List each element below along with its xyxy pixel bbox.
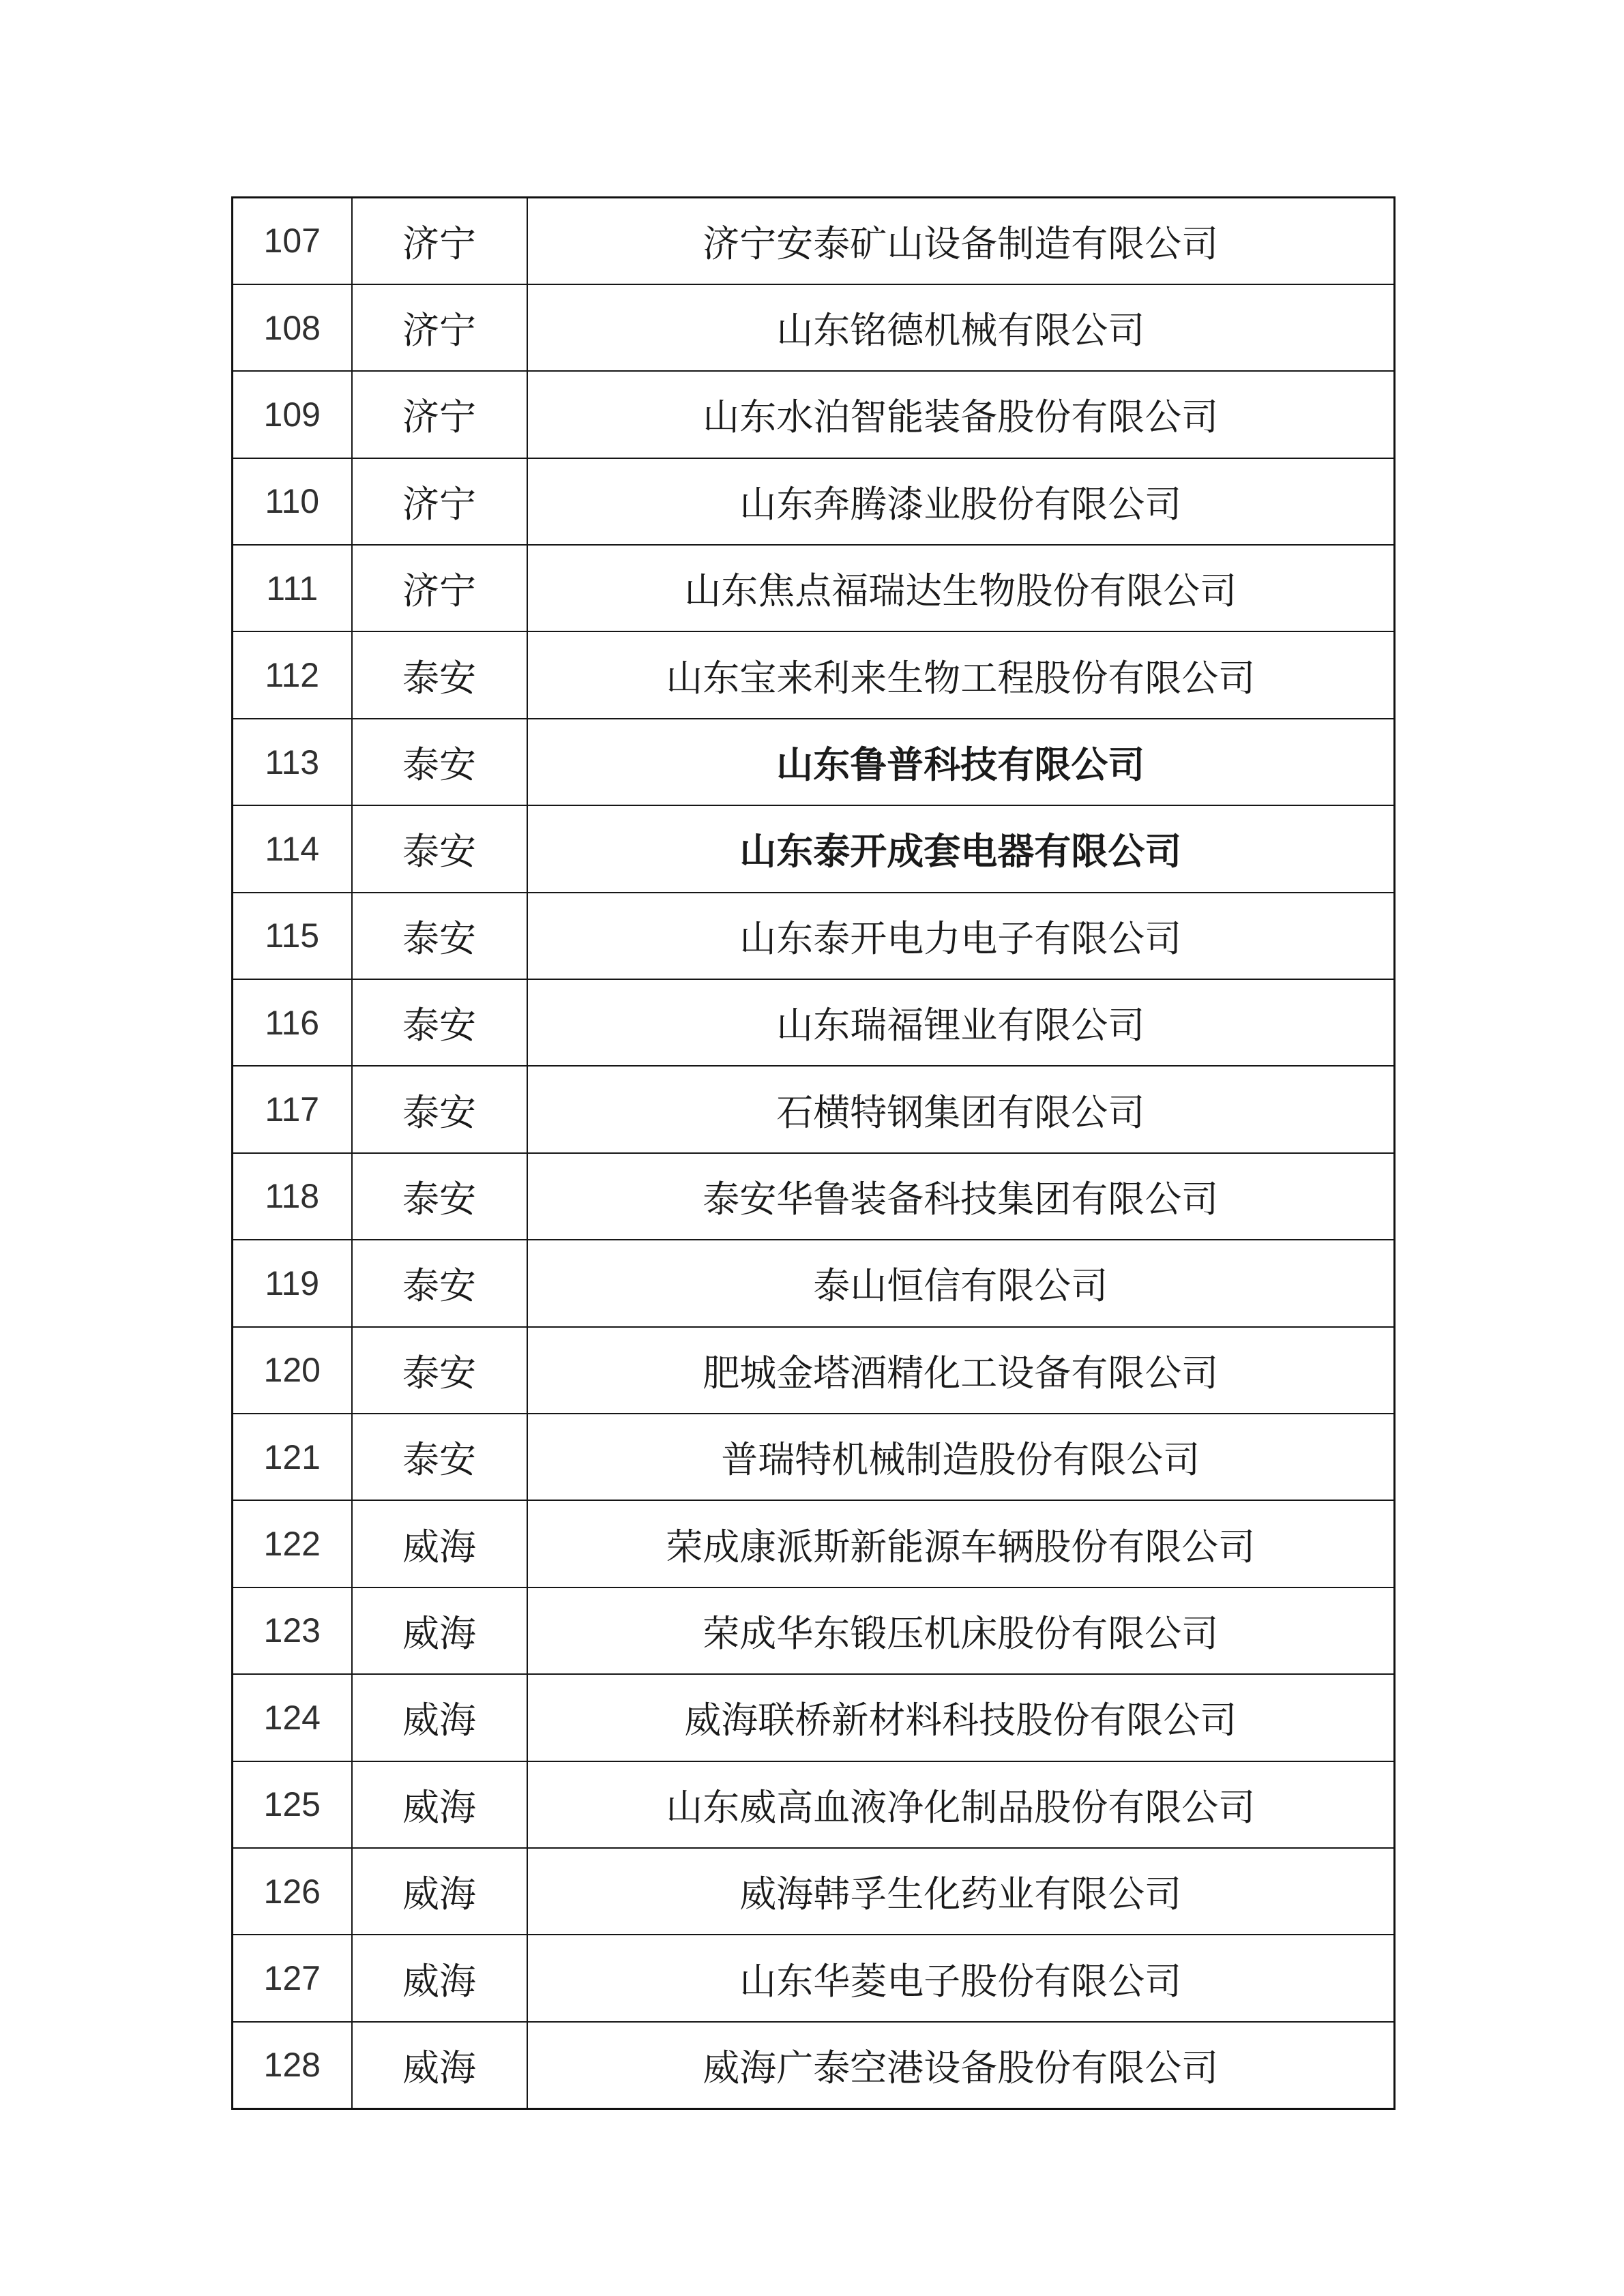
company-name-cell: 山东宝来利来生物工程股份有限公司 (527, 631, 1395, 718)
company-name-cell: 山东焦点福瑞达生物股份有限公司 (527, 545, 1395, 631)
table-row (233, 1761, 1395, 1848)
row-number-cell: 109 (233, 371, 352, 458)
company-name-cell: 威海韩孚生化药业有限公司 (527, 1848, 1395, 1935)
table-row (233, 979, 1395, 1066)
row-number-cell: 121 (233, 1414, 352, 1500)
city-cell: 威海 (352, 1500, 527, 1587)
row-number-cell: 123 (233, 1587, 352, 1674)
city-cell: 泰安 (352, 1327, 527, 1414)
row-number-cell: 127 (233, 1935, 352, 2021)
row-number-cell: 117 (233, 1066, 352, 1152)
city-cell: 泰安 (352, 979, 527, 1066)
company-name-cell: 山东水泊智能装备股份有限公司 (527, 371, 1395, 458)
table-row (233, 1327, 1395, 1414)
company-name-cell: 威海联桥新材料科技股份有限公司 (527, 1674, 1395, 1761)
city-cell: 威海 (352, 1587, 527, 1674)
city-cell: 威海 (352, 1935, 527, 2021)
city-cell: 泰安 (352, 893, 527, 979)
company-name-cell: 山东泰开电力电子有限公司 (527, 893, 1395, 979)
city-cell: 泰安 (352, 719, 527, 805)
row-number-cell: 107 (233, 198, 352, 284)
city-cell: 泰安 (352, 1414, 527, 1500)
row-number-cell: 118 (233, 1153, 352, 1240)
company-name-cell: 山东威高血液净化制品股份有限公司 (527, 1761, 1395, 1848)
company-name-cell: 威海广泰空港设备股份有限公司 (527, 2022, 1395, 2108)
company-name-cell: 荣成康派斯新能源车辆股份有限公司 (527, 1500, 1395, 1587)
city-cell: 威海 (352, 1848, 527, 1935)
table-row (233, 1500, 1395, 1587)
company-name-cell: 泰山恒信有限公司 (527, 1240, 1395, 1326)
table-row (233, 1587, 1395, 1674)
table-row (233, 1848, 1395, 1935)
table-row (233, 631, 1395, 718)
company-name-cell: 普瑞特机械制造股份有限公司 (527, 1414, 1395, 1500)
table-row (233, 1674, 1395, 1761)
city-cell: 济宁 (352, 198, 527, 284)
city-cell: 威海 (352, 2022, 527, 2108)
row-number-cell: 110 (233, 458, 352, 545)
row-number-cell: 124 (233, 1674, 352, 1761)
row-number-cell: 116 (233, 979, 352, 1066)
city-cell: 泰安 (352, 1066, 527, 1152)
row-number-cell: 108 (233, 284, 352, 371)
row-number-cell: 113 (233, 719, 352, 805)
row-number-cell: 114 (233, 805, 352, 892)
company-name-cell: 山东瑞福锂业有限公司 (527, 979, 1395, 1066)
row-number-cell: 122 (233, 1500, 352, 1587)
row-number-cell: 120 (233, 1327, 352, 1414)
city-cell: 济宁 (352, 545, 527, 631)
table-row (233, 1153, 1395, 1240)
row-number-cell: 119 (233, 1240, 352, 1326)
table-row (233, 805, 1395, 892)
company-name-cell: 肥城金塔酒精化工设备有限公司 (527, 1327, 1395, 1414)
company-name-cell: 山东泰开成套电器有限公司 (527, 805, 1395, 892)
company-name-cell: 山东铭德机械有限公司 (527, 284, 1395, 371)
company-table (231, 196, 1396, 2110)
city-cell: 泰安 (352, 805, 527, 892)
table-row (233, 1066, 1395, 1152)
row-number-cell: 126 (233, 1848, 352, 1935)
city-cell: 泰安 (352, 1240, 527, 1326)
city-cell: 威海 (352, 1674, 527, 1761)
company-name-cell: 石横特钢集团有限公司 (527, 1066, 1395, 1152)
city-cell: 泰安 (352, 631, 527, 718)
company-name-cell: 山东鲁普科技有限公司 (527, 719, 1395, 805)
city-cell: 威海 (352, 1761, 527, 1848)
row-number-cell: 111 (233, 545, 352, 631)
table-row (233, 893, 1395, 979)
table-row (233, 1414, 1395, 1500)
row-number-cell: 112 (233, 631, 352, 718)
city-cell: 济宁 (352, 458, 527, 545)
table-row (233, 1240, 1395, 1326)
city-cell: 泰安 (352, 1153, 527, 1240)
company-name-cell: 荣成华东锻压机床股份有限公司 (527, 1587, 1395, 1674)
company-name-cell: 山东奔腾漆业股份有限公司 (527, 458, 1395, 545)
table-row (233, 545, 1395, 631)
table-row (233, 1935, 1395, 2021)
table-row (233, 371, 1395, 458)
row-number-cell: 115 (233, 893, 352, 979)
table-row (233, 458, 1395, 545)
company-name-cell: 泰安华鲁装备科技集团有限公司 (527, 1153, 1395, 1240)
city-cell: 济宁 (352, 284, 527, 371)
row-number-cell: 125 (233, 1761, 352, 1848)
city-cell: 济宁 (352, 371, 527, 458)
company-name-cell: 山东华菱电子股份有限公司 (527, 1935, 1395, 2021)
table-row (233, 198, 1395, 284)
row-number-cell: 128 (233, 2022, 352, 2108)
table-row (233, 284, 1395, 371)
table-row (233, 719, 1395, 805)
company-name-cell: 济宁安泰矿山设备制造有限公司 (527, 198, 1395, 284)
company-table-body (233, 198, 1395, 2109)
table-row (233, 2022, 1395, 2108)
